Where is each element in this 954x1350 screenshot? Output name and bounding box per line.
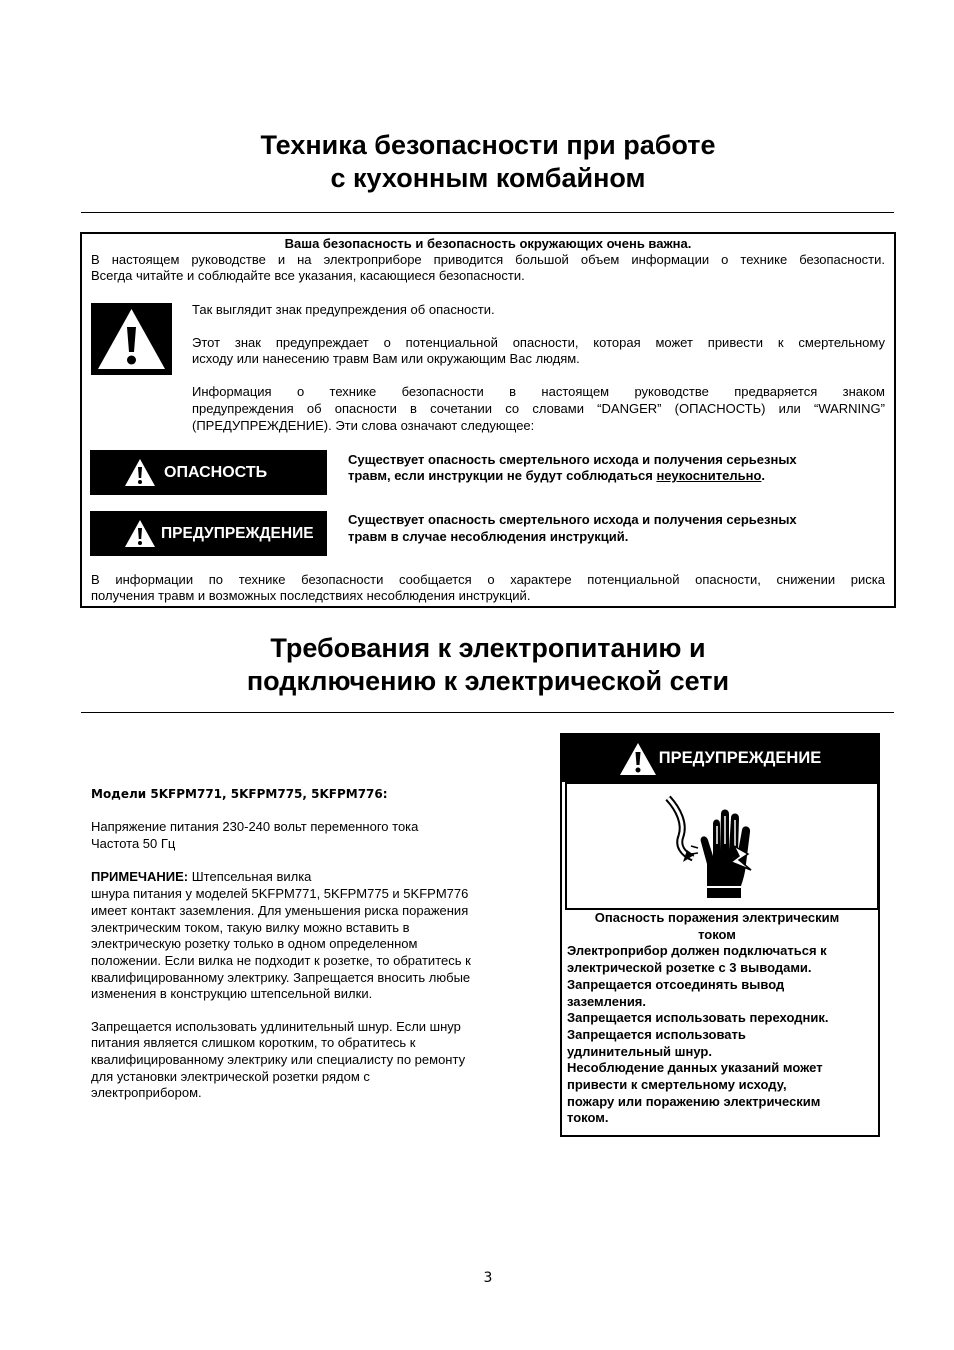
info-line3: (ПРЕДУПРЕЖДЕНИЕ). Эти слова означают следующее: [192, 418, 535, 433]
warning-triangle-icon [619, 742, 657, 776]
note-line: положении. Если вилка не подходит к розетке, то обратитесь к [91, 953, 471, 968]
danger-text-part: травм, если инструкции не будут соблюдаться [348, 468, 657, 483]
danger-text-end: . [761, 468, 766, 483]
shock-illustration [565, 782, 879, 910]
symbol-desc-line1: Этот знак предупреждает о потенциальной опасности, которая может привести к смертельному [192, 335, 885, 350]
electric-warning-text [567, 910, 867, 1127]
page-number: 3 [483, 1270, 493, 1286]
note-first-line [91, 869, 531, 886]
electric-warning-title-line2: током [698, 926, 736, 942]
info-line2: предупреждения об опасности в сочетании со словами “DANGER” (ОПАСНОСТЬ) или “WARNING” [192, 401, 885, 416]
warning-triangle-icon [91, 303, 172, 375]
note-first: Штепсельная вилка [188, 869, 312, 884]
symbol-desc-line2: исходу или нанесению травм Вам или окружающим Вас людям. [192, 351, 580, 366]
danger-text-line2 [348, 468, 888, 485]
extension-line: электроприбором. [91, 1085, 202, 1100]
note-line: шнура питания у моделей 5KFPM771, 5KFPM775 и 5KFPM776 [91, 886, 469, 901]
models-heading: Модели 5KFPM771, 5KFPM775, 5KFPM776: [91, 787, 388, 801]
warning-label: ПРЕДУПРЕЖДЕНИЕ [161, 524, 314, 542]
divider [81, 212, 894, 213]
warning-text-line2: травм в случае несоблюдения инструкций. [348, 529, 629, 544]
electric-warning-line: Запрещается отсоединять вывод [567, 976, 785, 992]
electric-warning-header [562, 735, 878, 782]
divider [81, 712, 894, 713]
extension-line: питания является слишком коротким, то обратитесь к [91, 1035, 416, 1050]
safety-footer-line2: получения травм и возможных последствиях несоблюдения инструкций. [91, 588, 531, 603]
danger-label: ОПАСНОСТЬ [164, 463, 268, 481]
electric-warning-line: Запрещается использовать [567, 1026, 746, 1042]
electric-warning-label: ПРЕДУПРЕЖДЕНИЕ [658, 749, 822, 767]
electric-warning-title-line1: Опасность поражения электрическим [594, 910, 840, 925]
note-line: изменения в конструкцию штепсельной вилки. [91, 986, 373, 1001]
extension-line: для установки электрической розетки рядом с [91, 1069, 370, 1084]
note-line: имеет контакт заземления. Для уменьшения риска поражения [91, 903, 469, 918]
electric-warning-box [560, 733, 880, 1137]
extension-line: квалифицированному электрику или специалисту по ремонту [91, 1052, 466, 1067]
electric-shock-hand-icon [567, 784, 877, 908]
electric-warning-line: током. [567, 1110, 609, 1126]
extension-line: Запрещается использовать удлинительный шнур. Если шнур [91, 1019, 461, 1034]
note-line: квалифицированному электрику. Запрещается вносить любые [91, 970, 471, 985]
electric-warning-line: пожару или поражению электрическим [567, 1093, 821, 1109]
note-label: ПРИМЕЧАНИЕ: [91, 869, 189, 884]
electric-warning-line: привести к смертельному исходу, [567, 1077, 787, 1093]
warning-badge [90, 511, 327, 556]
safety-intro-line2: Всегда читайте и соблюдайте все указания, касающиеся безопасности. [91, 268, 525, 283]
electric-warning-line: электрической розетке с 3 выводами. [567, 960, 812, 976]
danger-text-underlined: неукоснительно [656, 468, 762, 483]
electric-warning-line: заземления. [567, 993, 647, 1009]
danger-text-line1: Существует опасность смертельного исхода и получения серьезных [348, 452, 797, 467]
hazard-symbol [91, 303, 172, 375]
section1-title-line1: Техника безопасности при работе [260, 130, 716, 160]
warning-text-line1: Существует опасность смертельного исхода и получения серьезных [348, 512, 797, 527]
electric-warning-line: Запрещается использовать переходник. [567, 1010, 829, 1026]
frequency-text: Частота 50 Гц [91, 836, 176, 851]
note-line: электрическим током, такую вилку можно вставить в [91, 920, 410, 935]
note-line: электрическую розетку только в одном определенном [91, 936, 418, 951]
electric-warning-line: Электроприбор должен подключаться к [567, 943, 827, 959]
warning-triangle-icon [124, 458, 156, 487]
section1-title-line2: с кухонным комбайном [330, 163, 646, 193]
symbol-label: Так выглядит знак предупреждения об опасности. [192, 302, 495, 317]
section2-title-line1: Требования к электропитанию и [270, 633, 706, 663]
warning-triangle-icon [124, 519, 156, 548]
voltage-text: Напряжение питания 230-240 вольт переменного тока [91, 819, 419, 834]
info-line1: Информация о технике безопасности в настоящем руководстве предваряется знаком [192, 384, 885, 399]
safety-heading: Ваша безопасность и безопасность окружающих очень важна. [284, 236, 692, 251]
danger-badge [90, 450, 327, 495]
section2-title-line2: подключению к электрической сети [246, 666, 730, 696]
safety-intro-line1: В настоящем руководстве и на электроприборе приводится большой объем информации о технике безопасности. [91, 252, 885, 267]
electric-warning-line: Несоблюдение данных указаний может [567, 1060, 823, 1076]
safety-footer-line1: В информации по технике безопасности сообщается о характере потенциальной опасности, снижении риска [91, 572, 885, 587]
electric-warning-line: удлинительный шнур. [567, 1043, 712, 1059]
